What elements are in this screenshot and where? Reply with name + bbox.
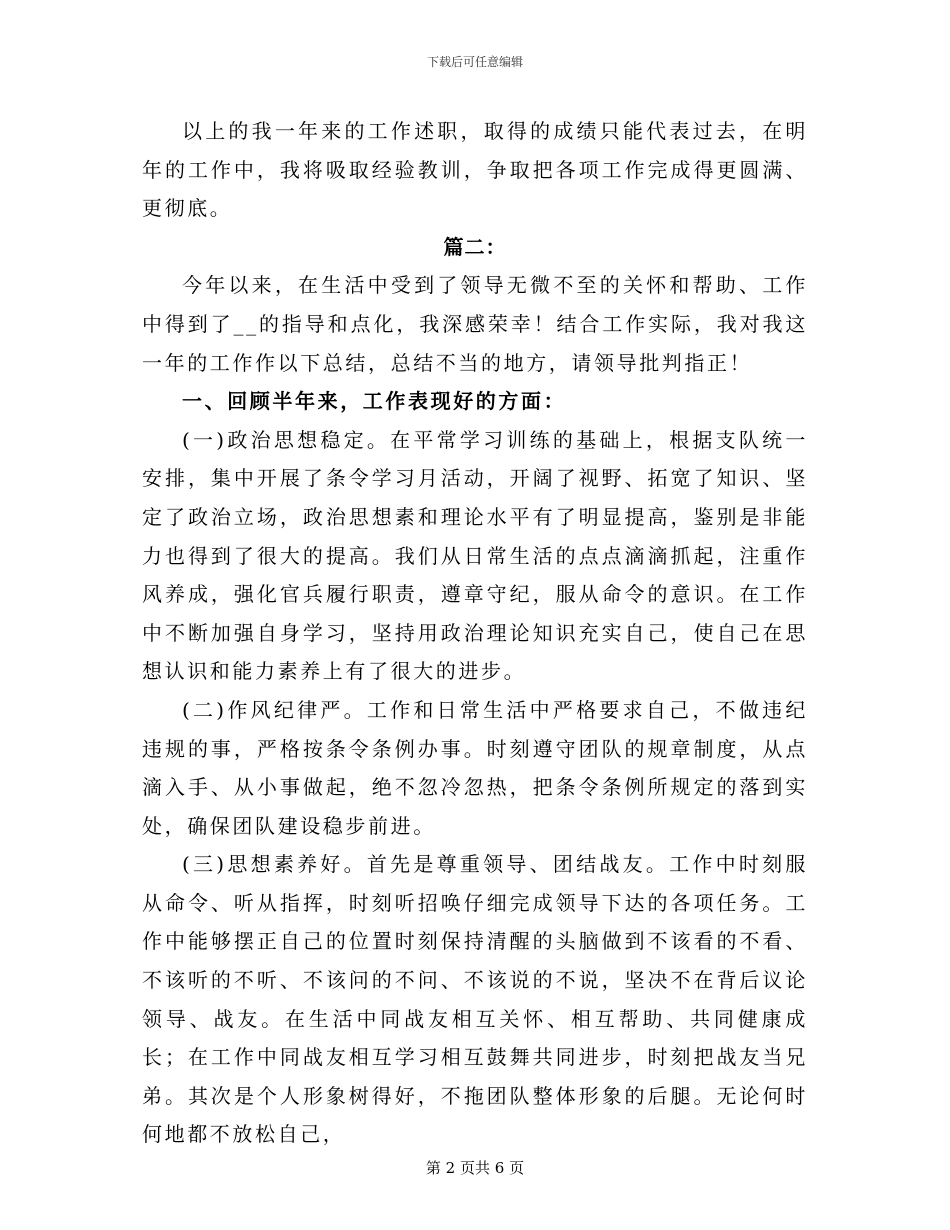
paragraph-quality: (三)思想素养好。首先是尊重领导、团结战友。工作中时刻服从命令、听从指挥，时刻听招唤仔细完成领导下达的各项任务。工作中能够摆正自己的位置时刻保持清醒的头脑做到不该看的不看、不该听的不听、不该问的不问、不该说的不说，坚决不在背后议论领导、战友。在生活中同战友相互关怀、相互帮助、共同健康成长；在工作中同战友相互学习相互鼓舞共同进步，时刻把战友当兄弟。其次是个人形象树得好，不拖团队整体形象的后腿。无论何时何地都不放松自己， (142, 852, 808, 1147)
page-footer: 第 2 页共 6 页 (425, 1159, 525, 1177)
section-heading: 一、回顾半年来，工作表现好的方面： (182, 389, 567, 414)
paragraph-discipline: (二)作风纪律严。工作和日常生活中严格要求自己，不做违纪违规的事，严格按条令条例办事。时刻遵守团队的规章制度，从点滴入手、从小事做起，绝不忽冷忽热，把条令条例所规定的落到实处，确保团队建设稳步前进。 (142, 697, 808, 838)
document-body (142, 112, 808, 1154)
paragraph-political: (一)政治思想稳定。在平常学习训练的基础上，根据支队统一安排，集中开展了条令学习月活动，开阔了视野、拓宽了知识、坚定了政治立场，政治思想素和理论水平有了明显提高，鉴别是非能力也得到了很大的提高。我们从日常生活的点点滴滴抓起，注重作风养成，强化官兵履行职责，遵章守纪，服从命令的意识。在工作中不断加强自身学习，坚持用政治理论知识充实自己，使自己在思想认识和能力素养上有了很大的进步。 (142, 427, 808, 684)
page-header: 下载后可任意编辑 (426, 55, 523, 69)
closing-paragraph: 以上的我一年来的工作述职，取得的成绩只能代表过去，在明年的工作中，我将吸取经验教训，争取把各项工作完成得更圆满、更彻底。 (142, 119, 808, 221)
intro-paragraph: 今年以来，在生活中受到了领导无微不至的关怀和帮助、工作中得到了__的指导和点化，我深感荣幸！结合工作实际，我对我这一年的工作作以下总结，总结不当的地方，请领导批判指正！ (142, 273, 808, 375)
section-title: 篇二： (443, 234, 507, 259)
